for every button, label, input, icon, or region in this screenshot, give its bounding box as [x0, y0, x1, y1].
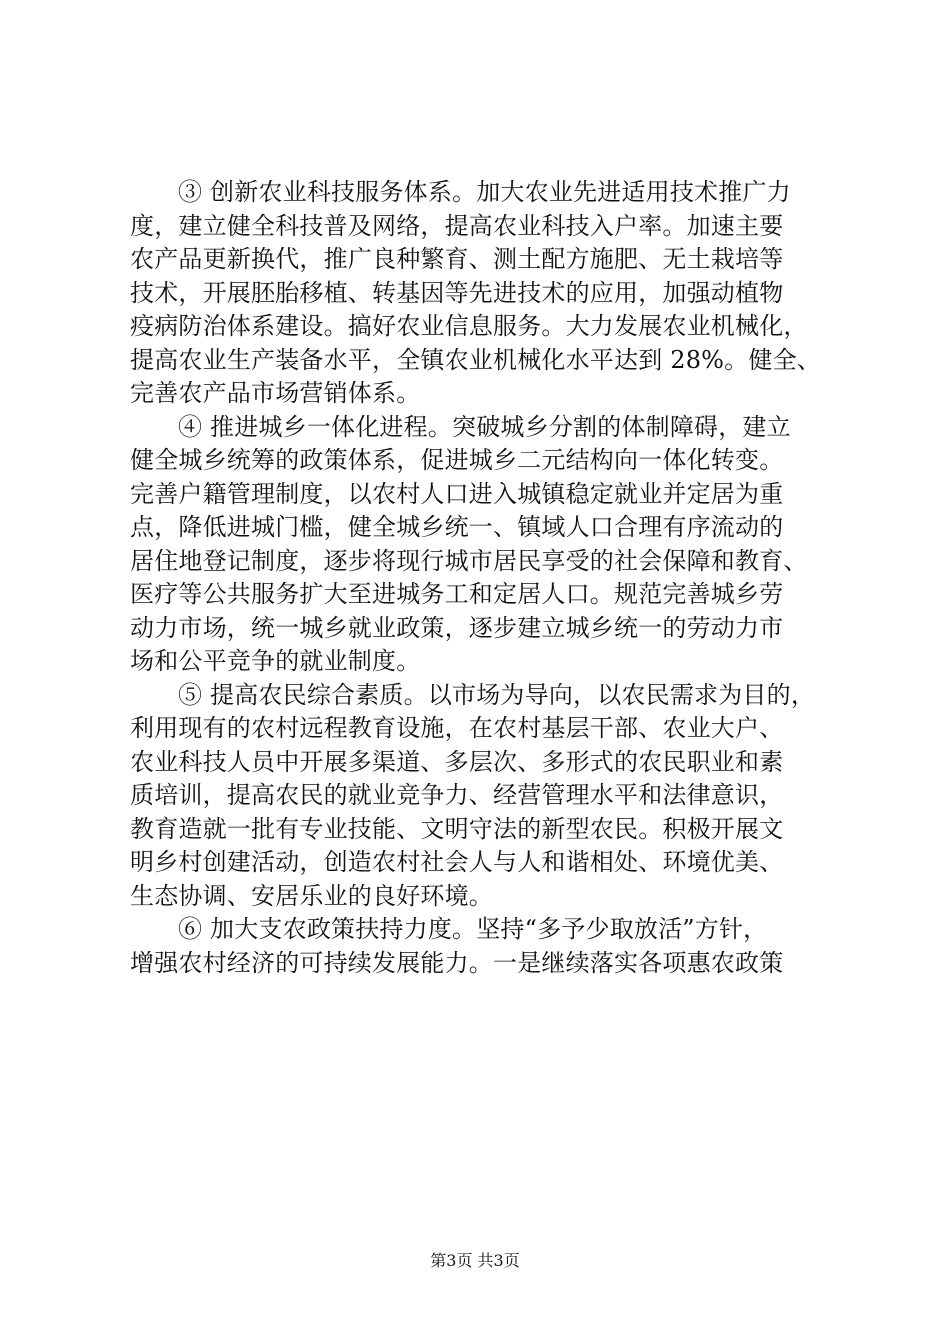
- paragraph-4-line-8: 场和公平竞争的就业制度。: [130, 647, 421, 675]
- paragraph-3-line-2: 度，建立健全科技普及网络，提高农业科技入户率。加速主要: [130, 211, 784, 240]
- paragraph-4-line-4: 点，降低进城门槛，健全城乡统一、镇域人口合理有序流动的: [130, 513, 784, 541]
- paragraph-3-line-7: 完善农产品市场营销体系。: [130, 379, 421, 407]
- paragraph-4-line-5: 居住地登记制度，逐步将现行城市居民享受的社会保障和教育、: [130, 546, 808, 575]
- paragraph-3-line-5: 疫病防治体系建设。搞好农业信息服务。大力发展农业机械化，: [130, 312, 808, 340]
- paragraph-6-line-1: ⑥ 加大支农政策扶持力度。坚持“多予少取放活”方针，: [178, 915, 768, 943]
- paragraph-5-line-1: ⑤ 提高农民综合素质。以市场为导向，以农民需求为目的，: [178, 680, 816, 709]
- paragraph-3-line-6: 提高农业生产装备水平，全镇农业机械化水平达到 28%。健全、: [130, 345, 821, 374]
- paragraph-3-line-1: ③ 创新农业科技服务体系。加大农业先进适用技术推广力: [178, 178, 791, 206]
- paragraph-4-line-6: 医疗等公共服务扩大至进城务工和定居人口。规范完善城乡劳: [130, 580, 784, 608]
- paragraph-5-line-6: 明乡村创建活动，创造农村社会人与人和谐相处、环境优美、: [130, 848, 784, 876]
- paragraph-4-line-3: 完善户籍管理制度，以农村人口进入城镇稳定就业并定居为重: [130, 479, 784, 508]
- page-footer: 第3页 共3页: [430, 1251, 520, 1270]
- paragraph-4-line-7: 动力市场，统一城乡就业政策，逐步建立城乡统一的劳动力市: [130, 613, 784, 642]
- paragraph-3-line-4: 技术，开展胚胎移植、转基因等先进技术的应用，加强动植物: [130, 278, 784, 307]
- paragraph-5-line-7: 生态协调、安居乐业的良好环境。: [130, 881, 493, 910]
- paragraph-5-line-5: 教育造就一批有专业技能、文明守法的新型农民。积极开展文: [130, 814, 784, 843]
- paragraph-3-line-3: 农产品更新换代，推广良种繁育、测土配方施肥、无土栽培等: [130, 245, 784, 273]
- paragraph-5-line-2: 利用现有的农村远程教育设施，在农村基层干部、农业大户、: [130, 714, 784, 742]
- paragraph-4-line-1: ④ 推进城乡一体化进程。突破城乡分割的体制障碍，建立: [178, 412, 791, 441]
- paragraph-5-line-4: 质培训，提高农民的就业竞争力、经营管理水平和法律意识，: [130, 781, 784, 809]
- paragraph-4-line-2: 健全城乡统筹的政策体系，促进城乡二元结构向一体化转变。: [130, 446, 784, 474]
- paragraph-6-line-2: 增强农村经济的可持续发展能力。一是继续落实各项惠农政策: [130, 948, 784, 977]
- body-text: [130, 176, 830, 980]
- paragraph-5-line-3: 农业科技人员中开展多渠道、多层次、多形式的农民职业和素: [130, 747, 784, 776]
